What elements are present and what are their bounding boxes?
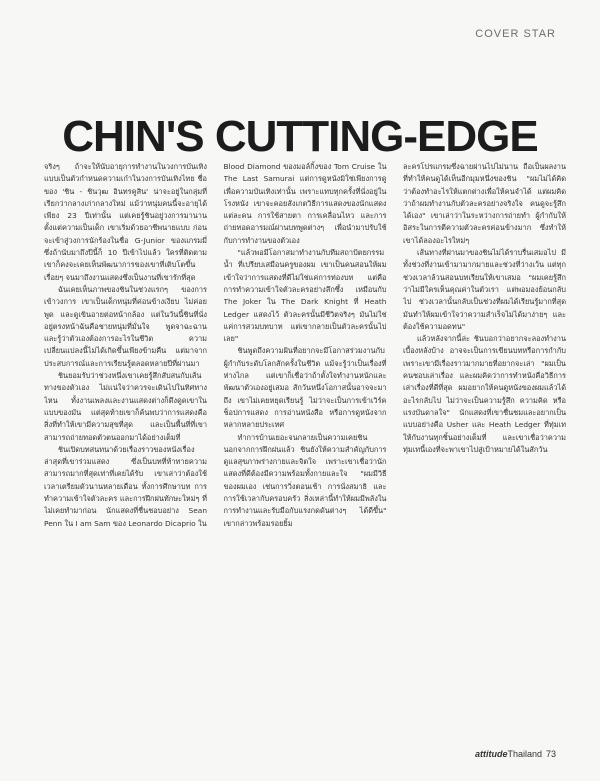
- paragraph: ชินเปิดบทสนทนาด้วยเรื่องราวของหนังเรื่องล่าสุดที่เขาร่วมแสดง ซึ่งเป็นบทที่ท้าทายความสามารถมากที่สุดเท่าที่เคยได้รับ เขาเล่าว่าต้องใช้เวลาเตรียมตัวนานหลายเดือน ทั้งการศึกษาบท การทำความเข้าใจตัวละคร และการฝึกฝนทักษะใหม่ๆ ที่ไม่เคยทำมาก่อน นักแสดงที่ชื่นชอบอย่าง Sean Penn ใน I am Sam ของ Leonardo Dicaprio ใน: [44, 444, 207, 528]
- paragraph: ชินยอมรับว่าช่วงหนึ่งเขาเคยรู้สึกสับสนกับเส้นทางของตัวเอง ไม่แน่ใจว่าควรจะเดินไปในทิศทางไหน ทั้งงานเพลงและงานแสดงต่างก็ดึงดูดเขาในแบบของมัน แต่สุดท้ายเขาก็ค้นพบว่าการแสดงคือสิ่งที่ทำให้เขามีความสุขที่สุด และเป็นพื้นที่ที่เขาสามารถถ่ายทอดตัวตนออกมาได้อย่างเต็มที่: [44, 371, 207, 442]
- magazine-region: Thailand: [507, 749, 542, 759]
- magazine-brand: attitude: [474, 749, 508, 759]
- article-title: CHIN'S CUTTING-EDGE: [62, 112, 538, 161]
- paragraph: ละครโปรแกรมซึ่งฉายผ่านไปไม่นาน ถือเป็นผลงานที่ทำให้คนดูได้เห็นอีกมุมหนึ่งของชิน "ผมไม่ได้คิดว่าต้องทำอะไรให้แตกต่างเพื่อให้คนจำได้ แต่ผมคิดว่าถ้าผมทำงานกับตัวละครอย่างจริงใจ คนดูจะรู้สึกได้เอง" เขาเล่าว่าในระหว่างการถ่ายทำ ผู้กำกับให้อิสระในการตีความตัวละครค่อนข้างมาก ซึ่งทำให้เขาได้ลองอะไรใหม่ๆ: [403, 162, 566, 245]
- paragraph: ทำการบ้านเยอะจนกลายเป็นความเคยชิน นอกจากการฝึกฝนแล้ว ชินยังให้ความสำคัญกับการดูแลสุขภาพร่างกายและจิตใจ เพราะเขาเชื่อว่านักแสดงที่ดีต้องมีความพร้อมทั้งกายและใจ "ผมมีวิธีของผมเอง เช่นการวิ่งตอนเช้า การนั่งสมาธิ และการใช้เวลากับครอบครัว สิ่งเหล่านี้ทำให้ผมมีพลังในการทำงานและรับมือกับแรงกดดันต่างๆ ได้ดีขึ้น" เขากล่าวพร้อมรอยยิ้ม: [223, 432, 387, 528]
- page-number: 73: [545, 749, 556, 759]
- paragraph: จริงๆ ถ้าจะให้นับอายุการทำงานในวงการบันเทิงแบบเป็นตัวกำหนดความเก๋าในวงการบันเทิงไทย ชื่อของ 'ชิน - ชินวุฒ อินทรคูสิน' น่าจะอยู่ในกลุ่มที่เรียกว่ากลางเก่ากลางใหม่ แม้ว่าหนุ่มคนนี้จะอายุได้เพียง 23 ปีเท่านั้น แต่เคยรู้ชินอยู่วงการมานานตั้งแต่ความเป็นเด็ก เขาเริ่มด้วยอาชีพนายแบบ ก่อนจะเข้าสู่วงการนักร้องในชื่อ G-Junior ของแกรมมี่ ซึ่งถ้านับมาถึงปีนี้ก็ 10 ปีเข้าไปแล้ว ใครที่ติดตามเขาก็คงจะเคยเห็นพัฒนาการของเขาที่เติบโตขึ้นเรื่อยๆ จนมาถึงงานแสดงซึ่งเป็นงานที่เขารักที่สุด: [44, 162, 207, 282]
- section-label: COVER STAR: [475, 28, 556, 40]
- paragraph: "แล้วพอมีโอกาสมาทำงานกับทีมสถาปัตยกรรมน้ำ ที่เปรียบเสมือนครูของผม เขาเป็นคนสอนให้ผมเข้าใจว่าการแสดงที่ดีไม่ใช่แค่การท่องบท แต่คือการทำความเข้าใจตัวละครอย่างลึกซึ้ง เหมือนกับ The Joker ใน The Dark Knight ที่ Heath Ledger แสดงไว้ ตัวละครนั้นมีชีวิตจริงๆ มันไม่ใช่แค่การสวมบทบาท แต่เขากลายเป็นตัวละครนั้นไปเลย": [223, 248, 387, 344]
- paragraph: ชินพูดถึงความฝันที่อยากจะมีโอกาสร่วมงานกับผู้กำกับระดับโลกสักครั้งในชีวิต แม้จะรู้ว่าเป็นเรื่องที่ห่างไกล แต่เขาก็เชื่อว่าถ้าตั้งใจทำงานหนักและพัฒนาตัวเองอยู่เสมอ สักวันหนึ่งโอกาสนั้นอาจจะมาถึง เขาไม่เคยหยุดเรียนรู้ ไม่ว่าจะเป็นการเข้าเวิร์คช็อปการแสดง การอ่านหนังสือ หรือการดูหนังจากหลากหลายประเทศ: [223, 346, 387, 430]
- text-column-2: [224, 161, 387, 731]
- article-body: [44, 161, 566, 731]
- text-column-3: [403, 161, 566, 731]
- paragraph: แล้วหลังจากนี้ล่ะ ชินบอกว่าอยากจะลองทำงานเบื้องหลังบ้าง อาจจะเป็นการเขียนบทหรือการกำกับ เพราะเขามีเรื่องราวมากมายที่อยากจะเล่า "ผมเป็นคนชอบเล่าเรื่อง และผมคิดว่าการทำหนังคือวิธีการเล่าเรื่องที่ดีที่สุด ผมอยากให้คนดูหนังของผมแล้วได้อะไรกลับไป ไม่ว่าจะเป็นความรู้สึก ความคิด หรือแรงบันดาลใจ" นักแสดงที่เขาชื่นชมและอยากเป็นแบบอย่างคือ Usher และ Heath Ledger ที่ทุ่มเทให้กับงานทุกชิ้นอย่างเต็มที่ และเขาเชื่อว่าความทุ่มเทนี้เองที่จะพาเขาไปสู่เป้าหมายได้ในสักวัน: [403, 334, 566, 454]
- text-column-1: [44, 161, 207, 731]
- paragraph: Blood Diamond ของมอล์กิ้งของ Tom Cruise ใน The Last Samurai แต่การดูหนังมิใช่เพียงการดูเพื่อความบันเทิงเท่านั้น เพราะแทบทุกครั้งที่นั่งอยู่ในโรงหนัง เขาจะคอยสังเกตวิธีการแสดงของนักแสดงแต่ละคน การใช้สายตา การเคลื่อนไหว และการถ่ายทอดอารมณ์ผ่านบทพูดต่างๆ เพื่อนำมาปรับใช้กับการทำงานของตัวเอง: [223, 162, 387, 245]
- page-footer: [475, 749, 556, 759]
- paragraph: เส้นทางที่ผ่านมาของชินไม่ได้ราบรื่นเสมอไป มีทั้งช่วงที่งานเข้ามามากมายและช่วงที่ว่างเว้น แต่ทุกช่วงเวลาล้วนสอนบทเรียนให้เขาเสมอ "ผมเคยรู้สึกว่าไม่มีใครเห็นคุณค่าในตัวเรา แต่พอมองย้อนกลับไป ช่วงเวลานั้นกลับเป็นช่วงที่ผมได้เรียนรู้มากที่สุด มันทำให้ผมเข้าใจว่าความสำเร็จไม่ได้มาง่ายๆ และต้องใช้ความอดทน": [403, 248, 566, 331]
- paragraph: ฉันเคยเห็นภาพของชินในช่วงแรกๆ ของการเข้าวงการ เขาเป็นเด็กหนุ่มที่ค่อนข้างเงียบ ไม่ค่อยพูด และดูเขินอายต่อหน้ากล้อง แต่ในวันนี้ชินที่นั่งอยู่ตรงหน้าฉันคือชายหนุ่มที่มั่นใจ พูดจาฉะฉาน และรู้ว่าตัวเองต้องการอะไรในชีวิต ความเปลี่ยนแปลงนี้ไม่ได้เกิดขึ้นเพียงข้ามคืน แต่มาจากประสบการณ์และการเรียนรู้ตลอดหลายปีที่ผ่านมา: [44, 284, 207, 368]
